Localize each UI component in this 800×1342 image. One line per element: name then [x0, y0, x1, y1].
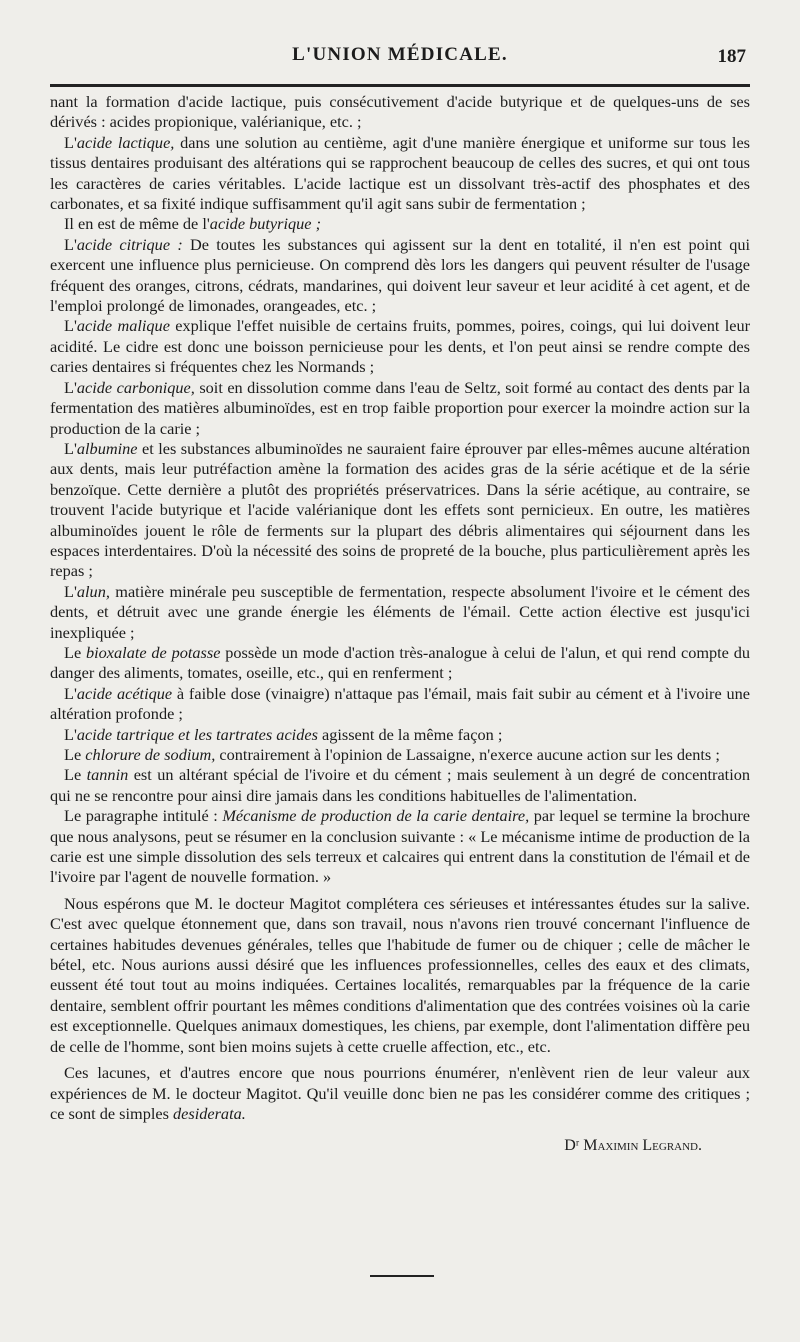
- text-run: L': [64, 132, 77, 152]
- paragraph: [50, 133, 750, 215]
- text-run: matière minérale peu susceptible de fermentation, respecte absolument l'ivoire et le cément des dents, et détruit avec une grande énergie les éléments de l'émail. Cette action élective est jusqu'ici inexpliquée ;: [50, 581, 750, 642]
- paragraph: [50, 806, 750, 888]
- text-run: nant la formation d'acide lactique, puis consécutivement d'acide butyrique et de quelques-uns de ses dérivés : acides propionique, valérianique, etc. ;: [50, 92, 750, 132]
- paragraph: [50, 643, 750, 684]
- italic-term: acide citrique :: [76, 234, 183, 254]
- text-run: De toutes les substances qui agissent sur la dent en totalité, il n'en est point qui exercent une influence plus pernicieuse. On comprend dès lors les dangers qui peuvent résulter de l'usage fréquent des oranges, citrons, cédrats, mandarines, qui doivent leur saveur et leur acidité à cet agent, et de l'emploi prolongé de limonades, orangeades, etc. ;: [50, 234, 750, 316]
- paragraph: [50, 214, 750, 234]
- paragraph: [50, 684, 750, 725]
- italic-term: acide butyrique ;: [209, 214, 322, 234]
- paragraph: [50, 439, 750, 582]
- paragraph: [50, 582, 750, 643]
- paragraph: [50, 894, 750, 1057]
- text-run: L': [64, 316, 77, 336]
- italic-term: tannin: [86, 765, 129, 785]
- italic-term: albumine: [76, 438, 138, 458]
- header-rule: [50, 84, 750, 87]
- text-run: contrairement à l'opinion de Lassaigne, n'exerce aucune action sur les dents ;: [215, 745, 720, 764]
- italic-term: acide malique: [76, 316, 170, 336]
- paragraph: [50, 316, 750, 377]
- paragraph: [50, 765, 750, 806]
- text-run: à faible dose (vinaigre) n'attaque pas l'émail, mais fait subir au cément et à l'ivoire une altération profonde ;: [50, 683, 751, 724]
- italic-term: alun,: [76, 581, 110, 601]
- text-run: par lequel se termine la brochure que nous analysons, peut se résumer en la conclusion suivante : « Le mécanisme intime de production de la carie est une simple dissolution des sels terreux et calcaires qui entrent dans la constitution de l'émail et de l'ivoire par l'agent de nouvelle formation. »: [50, 806, 750, 887]
- text-run: Nous espérons que M. le docteur Magitot complétera ces sérieuses et intéressantes études sur la salive. C'est avec quelque étonnement que, dans son travail, nous n'avons rien trouvé concernant l'influence de certaines habitudes devenues générales, telles que l'habitude de fumer ou de chiquer ; celle de mâcher le bétel, etc. Nous aurions aussi désiré que les influences professionnelles, celles des eaux et des climats, eussent été tout tout au moins indiquées. Certaines localités, remarquables par la fréquence de la carie dentaire, semblent offrir pourtant les mêmes conditions d'alimentation que des contrées voisines où la carie est exceptionnelle. Quelques animaux domestiques, les chiens, par exemple, dont l'alimentation diffère peu de celle de l'homme, sont bien moins sujets à cette cruelle affection, etc., etc.: [50, 893, 750, 1056]
- paragraph: [50, 92, 750, 133]
- paragraph: [50, 378, 750, 439]
- text-run: Ces lacunes, et d'autres encore que nous pourrions énumérer, n'enlèvent rien de leur valeur aux expériences de M. le docteur Magitot. Qu'il veuille donc bien ne pas les considérer comme des critiques ; ce sont de simples: [50, 1063, 750, 1123]
- text-run: Le: [64, 765, 87, 785]
- text-run: Il en est de même de l': [64, 214, 210, 234]
- text-run: L': [64, 683, 77, 703]
- italic-term: acide lactique,: [76, 132, 175, 152]
- signature-title: Dʳ: [564, 1137, 580, 1155]
- italic-term: acide acétique: [76, 683, 173, 703]
- text-run: et les substances albuminoïdes ne sauraient faire éprouver par elles-mêmes aucune altération aux dents, mais leur putréfaction amène la formation des acides gras de la série acétique et de la série benzoïque. Cette dernière a plutôt des propriétés préservatrices. Dans la série acétique, au contraire, se trouvent l'acide butyrique et l'acide valérianique dont les effets sont pernicieux. En outre, les matières albuminoïdes jouent le rôle de ferments sur la plupart des débris alimentaires qui séjournent dans les espaces interdentaires. D'où la nécessité des soins de propreté de la bouche, plus particulièrement après les repas ;: [50, 438, 750, 581]
- text-run: L': [64, 724, 77, 744]
- italic-term: acide tartrique et les tartrates acides: [76, 724, 318, 744]
- text-run: dans une solution au centième, agit d'une manière énergique et uniforme sur tous les tissus dentaires produisant des altérations qui se rapprochent beaucoup de celles des sucres, et qui ont tous les caractères de caries véritables. L'acide lactique est un dissolvant très-actif des phosphates et des carbonates, et sa fixité indique suffisamment qu'il agit sans subir de fermentation ;: [50, 132, 751, 214]
- paragraph: [50, 745, 750, 765]
- italic-term: bioxalate de potasse: [86, 642, 221, 662]
- signature-name: Maximin Legrand.: [583, 1137, 702, 1155]
- text-run: L': [64, 438, 77, 458]
- text-run: L': [64, 234, 77, 254]
- italic-term: acide carbonique,: [76, 377, 195, 397]
- text-run: Le: [64, 642, 86, 662]
- page-header: [50, 44, 750, 74]
- text-run: L': [64, 377, 77, 397]
- paragraph: [50, 725, 750, 745]
- paragraph: [50, 1063, 750, 1124]
- page-number: 187: [717, 46, 746, 67]
- text-run: agissent de la même façon ;: [317, 724, 503, 744]
- paragraph: [50, 235, 750, 317]
- text-run: explique l'effet nuisible de certains fruits, pommes, poires, coings, qui lui doivent leur acidité. Le cidre est donc une boisson pernicieuse pour les dents, et l'on peut ainsi se rendre compte des caries dentaires si fréquentes chez les Normands ;: [50, 316, 751, 377]
- text-run: soit en dissolution comme dans l'eau de Seltz, soit formé au contact des dents par la fermentation des matières albuminoïdes, est en trop faible proportion pour exercer la moindre action sur la production de la carie ;: [50, 377, 750, 438]
- text-run: Le: [64, 745, 86, 764]
- italic-term: desiderata.: [173, 1103, 246, 1123]
- author-signature: [50, 1136, 750, 1156]
- italic-term: Mécanisme de production de la carie dentaire,: [222, 806, 530, 826]
- text-run: est un altérant spécial de l'ivoire et du cément ; mais seulement à un degré de concentration qui ne se rencontre pour ainsi dire jamais dans les conditions habituelles de l'alimentation.: [50, 765, 750, 805]
- closing-rule: [370, 1275, 434, 1277]
- italic-term: chlorure de sodium,: [85, 745, 216, 764]
- text-run: L': [64, 581, 77, 601]
- article-text: [50, 92, 750, 1157]
- running-title: L'UNION MÉDICALE.: [292, 44, 508, 65]
- text-run: Le paragraphe intitulé :: [64, 806, 223, 826]
- text-run: possède un mode d'action très-analogue à celui de l'alun, et qui rend compte du danger des aliments, tomates, oseille, etc., qui en renferment ;: [50, 642, 751, 683]
